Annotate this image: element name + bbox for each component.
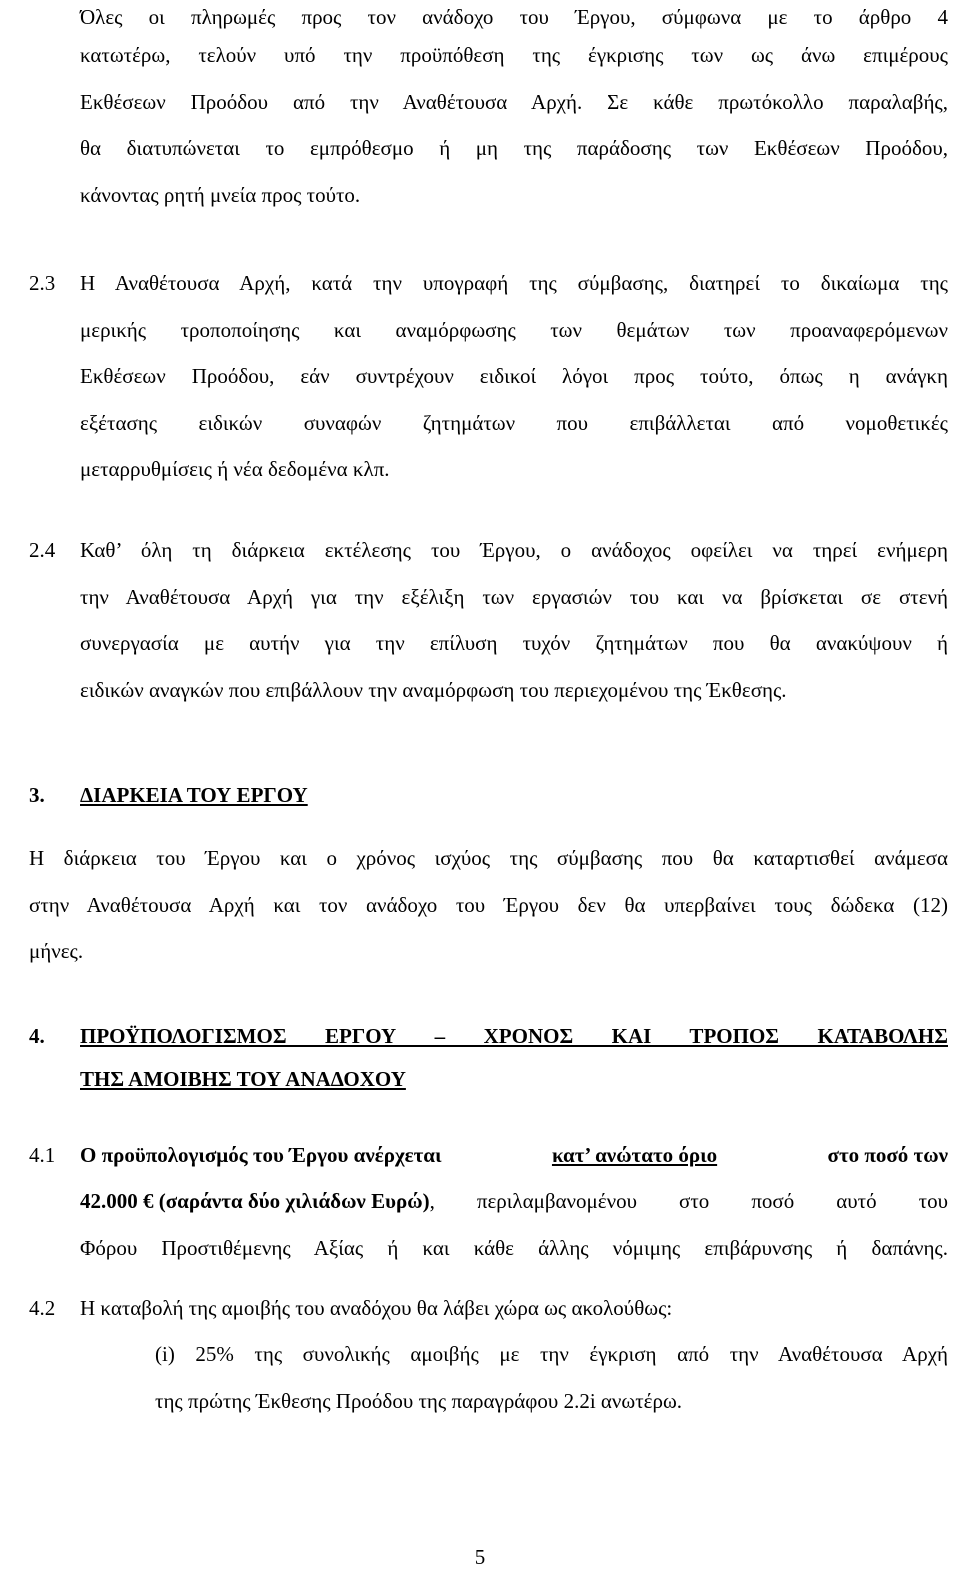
text-line: Εκθέσεων Προόδου, εάν συντρέχουν ειδικοί λόγοι προς τούτο, όπως η ανάγκη xyxy=(80,364,948,388)
budget-text: Ο προϋπολογισμός του Έργου ανέρχεται xyxy=(80,1143,442,1167)
budget-text: , περιλαμβανομένου στο ποσό αυτό του xyxy=(429,1189,948,1213)
text-line xyxy=(80,1141,948,1169)
text-line: Φόρου Προστιθέμενης Αξίας ή και κάθε άλλης νόμιμης επιβάρυνσης ή δαπάνης. xyxy=(80,1236,948,1260)
text-line: Η Αναθέτουσα Αρχή, κατά την υπογραφή της σύμβασης, διατηρεί το δικαίωμα της xyxy=(80,271,948,295)
text-line xyxy=(80,1187,948,1215)
section-number: 4.1 xyxy=(29,1143,56,1167)
section-number: 4.2 xyxy=(29,1296,56,1320)
text-line: εξέτασης ειδικών συναφών ζητημάτων που επιβάλλεται από νομοθετικές xyxy=(80,411,948,435)
text-line: στην Αναθέτουσα Αρχή και τον ανάδοχο του Έργου δεν θα υπερβαίνει τους δώδεκα (12) xyxy=(29,893,948,917)
section-number: 2.4 xyxy=(29,538,56,562)
budget-amount: 42.000 € (σαράντα δύο χιλιάδων Ευρώ) xyxy=(80,1189,430,1213)
text-line: Η διάρκεια του Έργου και ο χρόνος ισχύος της σύμβασης που θα καταρτισθεί ανάμεσα xyxy=(29,846,948,870)
text-line: μερικής τροποποίησης και αναμόρφωσης των θεμάτων των προαναφερόμενων xyxy=(80,318,948,342)
text-line: Εκθέσεων Προόδου από την Αναθέτουσα Αρχή. Σε κάθε πρωτόκολλο παραλαβής, xyxy=(80,90,948,114)
budget-limit-text: κατ’ ανώτατο όριο xyxy=(551,1143,718,1167)
text-line: κατωτέρω, τελούν υπό την προϋπόθεση της έγκρισης των ως άνω επιμέρους xyxy=(80,43,948,67)
text-line: την Αναθέτουσα Αρχή για την εξέλιξη των εργασιών του και να βρίσκεται σε στενή xyxy=(80,585,948,609)
section-number: 3. xyxy=(29,783,45,807)
text-line: κάνοντας ρητή μνεία προς τούτο. xyxy=(80,183,361,207)
text-line: Όλες οι πληρωμές προς τον ανάδοχο του Έργου, σύμφωνα με το άρθρο 4 xyxy=(80,5,948,29)
page-number: 5 xyxy=(474,1545,486,1569)
section-title: ΔΙΑΡΚΕΙΑ ΤΟΥ ΕΡΓΟΥ xyxy=(80,783,308,807)
budget-text: στο ποσό των xyxy=(827,1143,948,1167)
text-line: θα διατυπώνεται το εμπρόθεσμο ή μη της παράδοσης των Εκθέσεων Προόδου, xyxy=(80,136,948,160)
list-item-continued: της πρώτης Έκθεσης Προόδου της παραγράφου 2.2i ανωτέρω. xyxy=(155,1389,683,1413)
text-line: Καθ’ όλη τη διάρκεια εκτέλεσης του Έργου, ο ανάδοχος οφείλει να τηρεί ενήμερη xyxy=(80,538,948,562)
text-line: μεταρρυθμίσεις ή νέα δεδομένα κλπ. xyxy=(80,457,390,481)
section-title-continued: ΤΗΣ ΑΜΟΙΒΗΣ ΤΟΥ ΑΝΑΔΟΧΟΥ xyxy=(80,1067,406,1091)
text-line: Η καταβολή της αμοιβής του αναδόχου θα λάβει χώρα ως ακολούθως: xyxy=(80,1296,673,1320)
text-line: συνεργασία με αυτήν για την επίλυση τυχόν ζητημάτων που θα ανακύψουν ή xyxy=(80,631,948,655)
list-item: (i) 25% της συνολικής αμοιβής με την έγκριση από την Αναθέτουσα Αρχή xyxy=(155,1342,948,1366)
section-number: 2.3 xyxy=(29,271,56,295)
section-number: 4. xyxy=(29,1024,45,1048)
text-line: μήνες. xyxy=(29,939,84,963)
section-title: ΠΡΟΫΠΟΛΟΓΙΣΜΟΣ ΕΡΓΟΥ – ΧΡΟΝΟΣ ΚΑΙ ΤΡΟΠΟΣ ΚΑΤΑΒΟΛΗΣ xyxy=(80,1024,948,1048)
text-line: ειδικών αναγκών που επιβάλλουν την αναμόρφωση του περιεχομένου της Έκθεσης. xyxy=(80,678,787,702)
